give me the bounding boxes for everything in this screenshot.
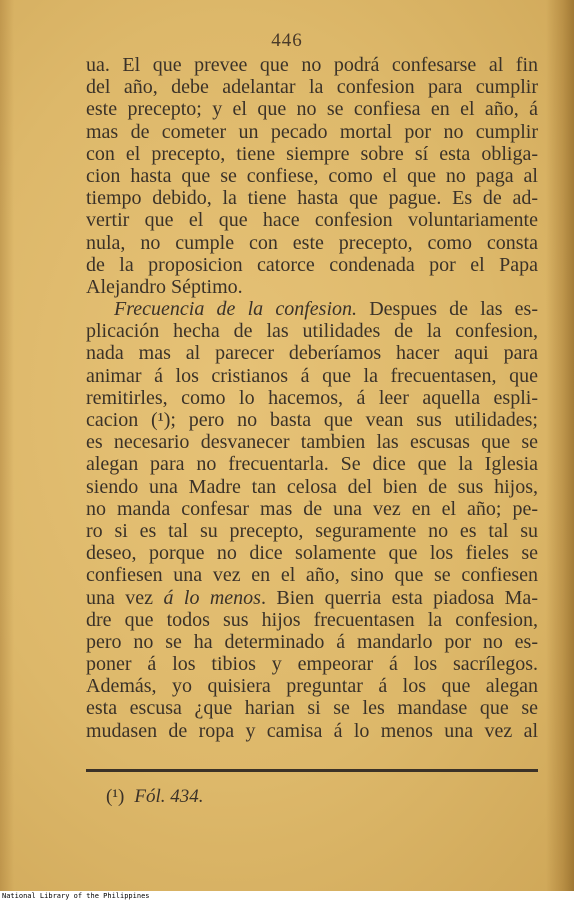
text-line: con el precepto, tiene siempre sobre sí esta obliga- — [86, 142, 538, 165]
footnote-marker: (¹) — [106, 786, 125, 807]
text-line: alegan para no frecuentarla. Se dice que la Iglesia — [86, 453, 538, 476]
emphasis-text: á lo menos — [163, 586, 261, 609]
text-line: Además, yo quisiera preguntar á los que alegan — [86, 675, 538, 698]
text-line-with-emphasis — [86, 587, 538, 609]
footnote-divider — [86, 769, 538, 772]
page-spine-shading — [546, 0, 574, 891]
page-number: 446 — [271, 30, 303, 51]
text-line: siendo una Madre tan celosa del bien de sus hijos, — [86, 475, 538, 498]
page-left-edge-shading — [0, 0, 14, 891]
text-line: mudasen de ropa y camisa á lo menos una vez al — [86, 719, 538, 742]
text-line: animar á los cristianos á que la frecuentasen, que — [86, 364, 538, 387]
text-fragment: Despues de las es- — [357, 298, 538, 321]
text-line: plicación hecha de las utilidades de la confesion, — [86, 320, 538, 343]
text-line: vertir que el que hace confesion voluntariamente — [86, 209, 538, 232]
text-line: poner á los tibios y empeorar á los sacrílegos. — [86, 653, 538, 676]
text-line: este precepto; y el que no se confiesa en el año, á — [86, 98, 538, 121]
text-line: pero no se ha determinado á mandarlo por no es- — [86, 630, 538, 653]
footnote — [106, 786, 204, 808]
section-heading: Frecuencia de la confesion. — [114, 298, 358, 321]
text-line: deseo, porque no dice solamente que los fieles se — [86, 542, 538, 565]
text-line: cacion (¹); pero no basta que vean sus utilidades; — [86, 409, 538, 431]
text-line: ro si es tal su precepto, seguramente no es tal su — [86, 519, 538, 542]
text-line: ua. El que prevee que no podrá confesarse al fin — [86, 54, 538, 76]
text-fragment: . Bien querria esta piadosa Ma- — [260, 586, 538, 609]
text-line: Alejandro Séptimo. — [86, 275, 243, 298]
text-line: de la proposicion catorce condenada por el Papa — [86, 253, 538, 276]
text-line: nada mas al parecer deberíamos hacer aqui para — [86, 342, 538, 365]
paragraph-first-line — [86, 298, 538, 320]
text-line: del año, debe adelantar la confesion para cumplir — [86, 76, 538, 99]
text-line: es necesario desvanecer tambien las escusas que se — [86, 431, 538, 454]
text-line: dre que todos sus hijos frecuentasen la confesion, — [86, 608, 538, 631]
text-line: cion hasta que se confiese, como el que no paga al — [86, 164, 538, 187]
body-text — [86, 54, 538, 742]
text-line: nula, no cumple con este precepto, como consta — [86, 231, 538, 254]
text-fragment: una vez — [86, 586, 164, 609]
text-line: no manda confesar mas de una vez en el año; pe- — [86, 497, 538, 520]
library-credit: National Library of the Philippines — [2, 892, 150, 900]
text-line: confiesen una vez en el año, sino que se confiesen — [86, 564, 538, 587]
text-line: tiempo debido, la tiene hasta que pague. Es de ad- — [86, 187, 538, 210]
text-line: mas de cometer un pecado mortal por no cumplir — [86, 120, 538, 143]
text-line: esta escusa ¿que harian si se les mandase que se — [86, 697, 538, 720]
footnote-reference: Fól. 434. — [134, 786, 204, 807]
text-line: remitirles, como lo hacemos, á leer aquella espli- — [86, 386, 538, 409]
